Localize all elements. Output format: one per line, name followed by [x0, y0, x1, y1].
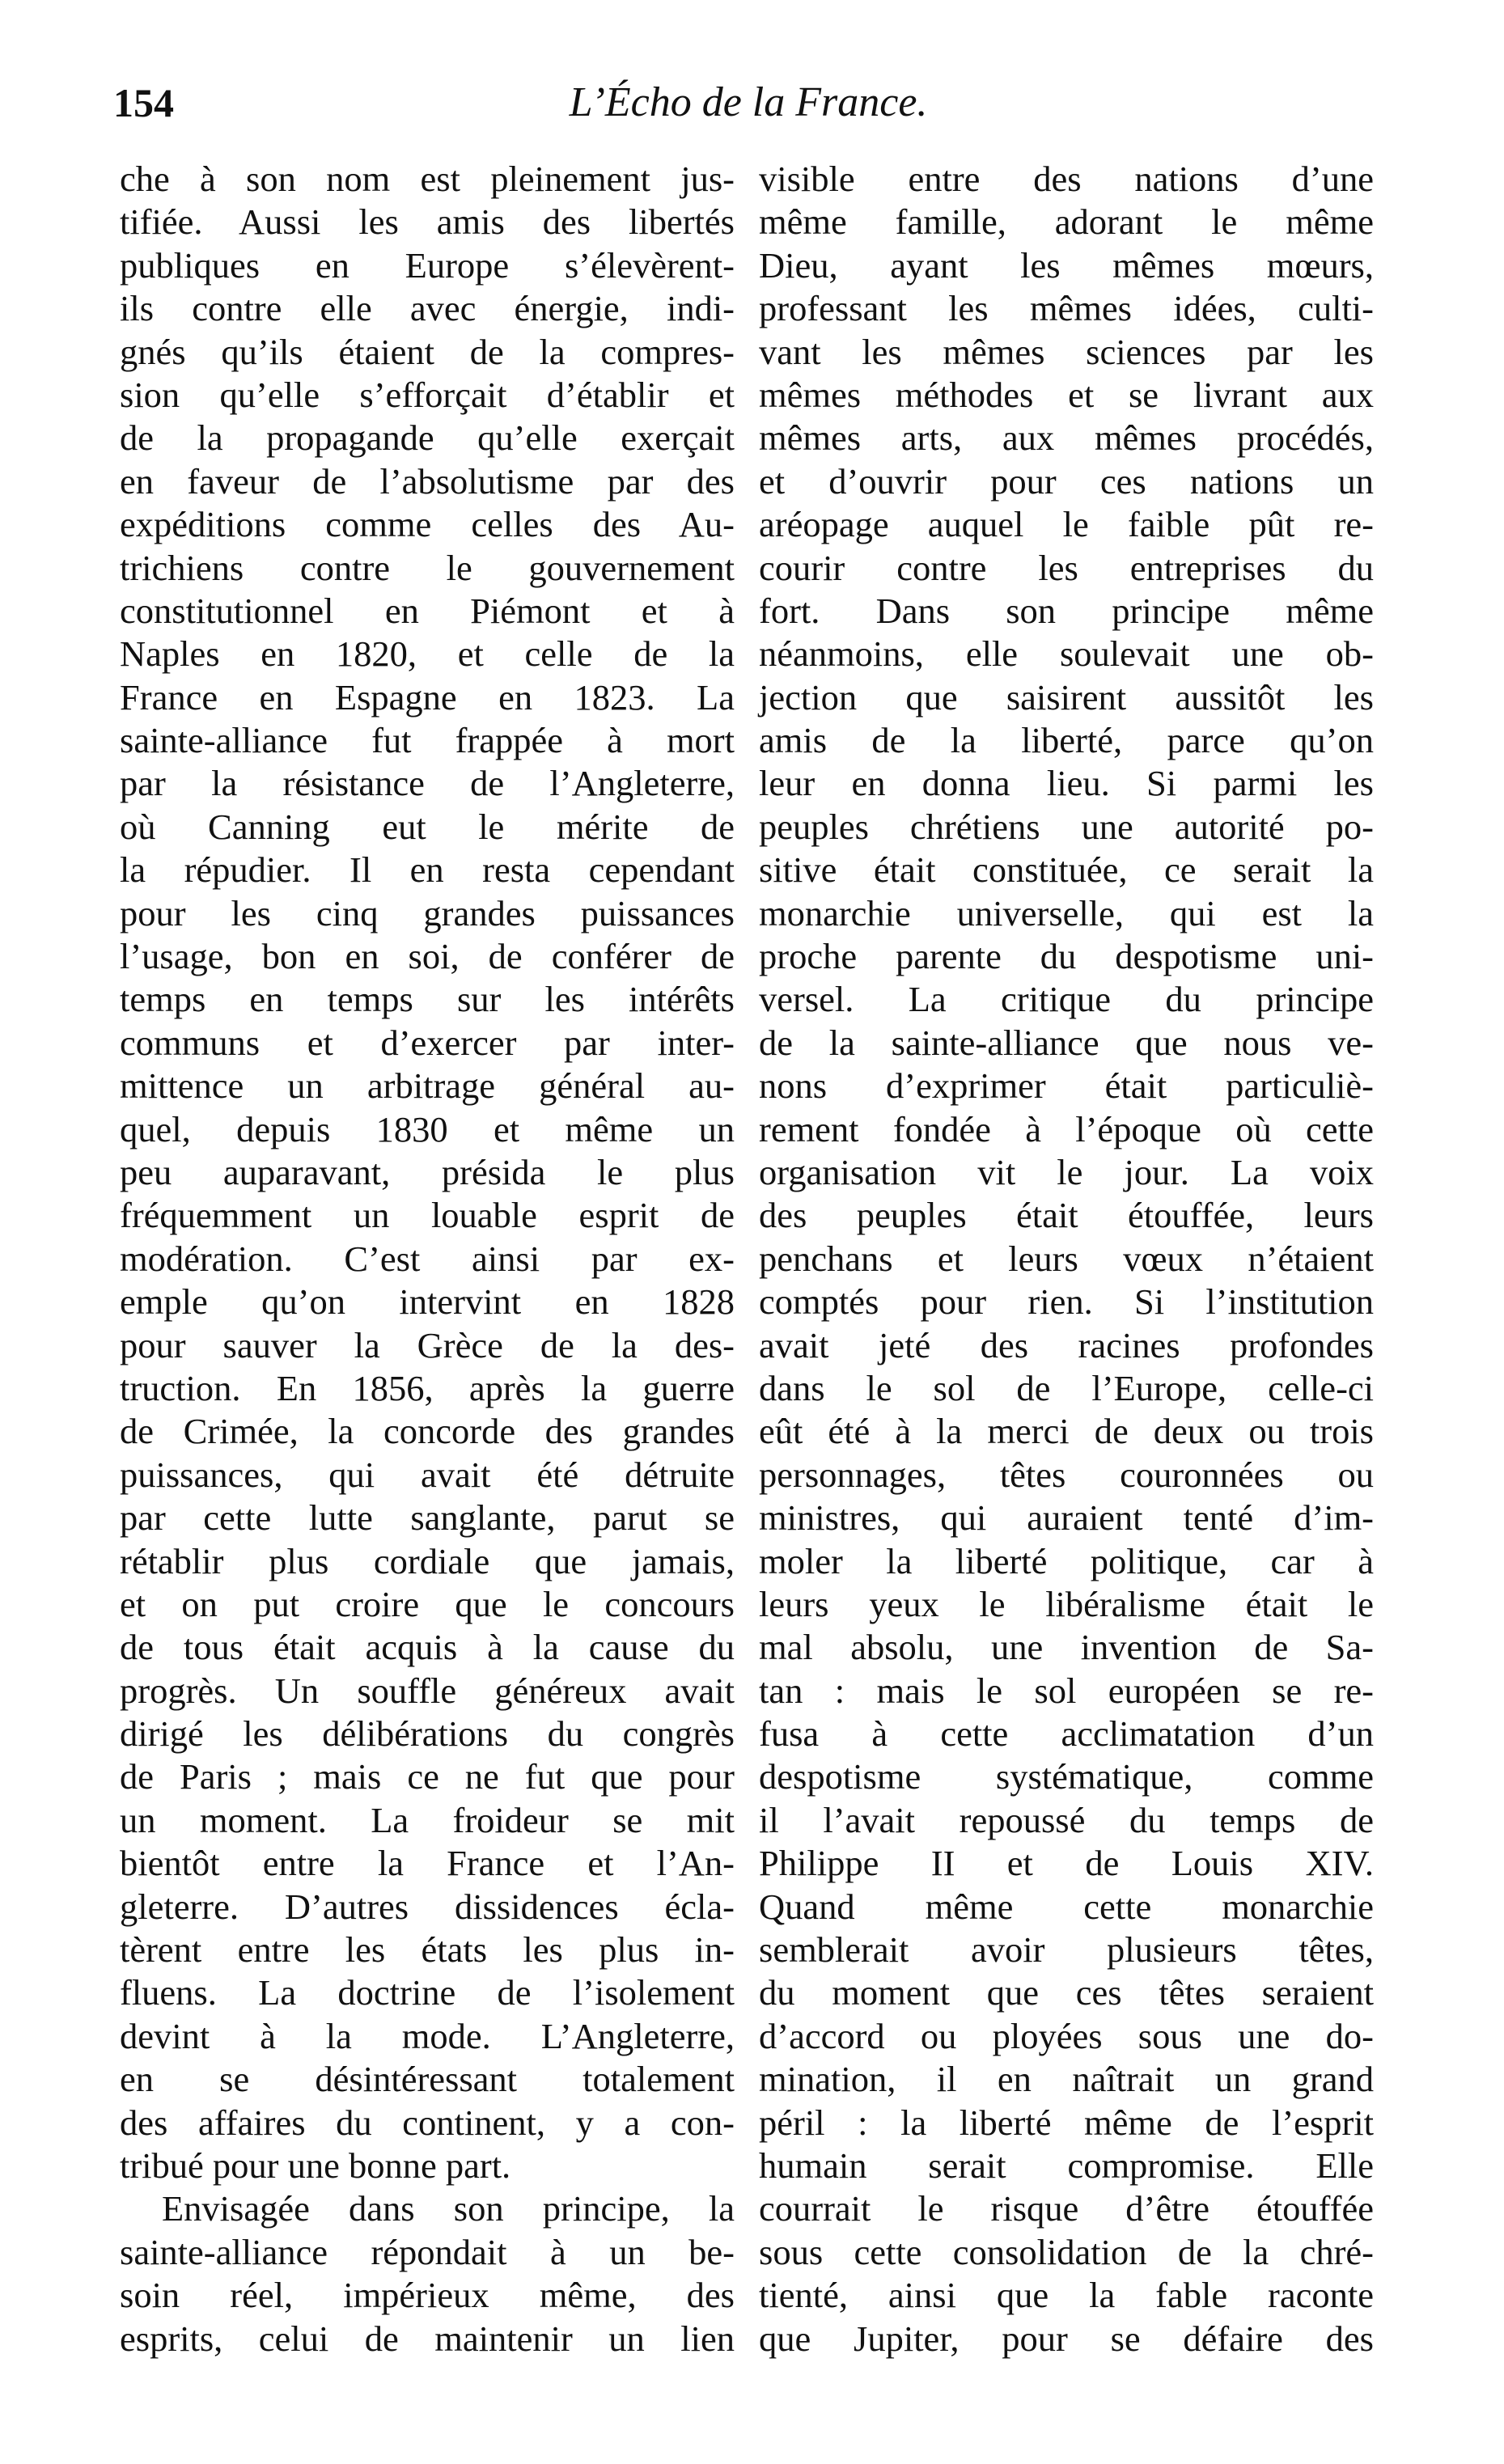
text-line: rement fondée à l’époque où cette	[759, 1108, 1374, 1149]
text-line: constitutionnel en Piémont et à	[120, 590, 735, 631]
text-line: modération. C’est ainsi par ex-	[120, 1238, 735, 1279]
text-line: vant les mêmes sciences par les	[759, 331, 1374, 372]
text-line: mination, il en naîtrait un grand	[759, 2059, 1374, 2100]
text-line: France en Espagne en 1823. La	[120, 676, 735, 718]
text-line: fluens. La doctrine de l’isolement	[120, 1972, 735, 2013]
text-line: et on put croire que le concours	[120, 1583, 735, 1624]
text-line: en se désintéressant totalement	[120, 2059, 735, 2100]
text-line: fusa à cette acclimatation d’un	[759, 1713, 1374, 1755]
text-line: despotisme systématique, comme	[759, 1756, 1374, 1797]
text-line: en faveur de l’absolutisme par des	[120, 460, 735, 502]
text-line: des affaires du continent, y a con-	[120, 2102, 735, 2143]
text-line: du moment que ces têtes seraient	[759, 1972, 1374, 2013]
text-line: expéditions comme celles des Au-	[120, 504, 735, 545]
text-line: des peuples était étouffée, leurs	[759, 1195, 1374, 1236]
text-line: la répudier. Il en resta cependant	[120, 849, 735, 891]
text-line: leurs yeux le libéralisme était le	[759, 1583, 1374, 1624]
text-line: monarchie universelle, qui est la	[759, 892, 1374, 934]
text-line: dirigé les délibérations du congrès	[120, 1713, 735, 1755]
text-line: sitive était constituée, ce serait la	[759, 849, 1374, 891]
text-line: tribué pour une bonne part.	[120, 2144, 511, 2186]
left-text-column	[120, 158, 735, 2360]
text-line: ils contre elle avec énergie, indi-	[120, 288, 735, 329]
text-line: avait jeté des racines profondes	[759, 1324, 1374, 1365]
text-line: publiques en Europe s’élevèrent-	[120, 244, 735, 286]
text-line: néanmoins, elle soulevait une ob-	[759, 633, 1374, 675]
text-line: personnages, têtes couronnées ou	[759, 1454, 1374, 1495]
text-line: Naples en 1820, et celle de la	[120, 633, 735, 675]
text-line: humain serait compromise. Elle	[759, 2144, 1374, 2186]
text-line: de la sainte-alliance que nous ve-	[759, 1022, 1374, 1063]
text-line: quel, depuis 1830 et même un	[120, 1108, 735, 1149]
text-line: tèrent entre les états les plus in-	[120, 1929, 735, 1971]
text-line: par cette lutte sanglante, parut se	[120, 1497, 735, 1539]
text-line: devint à la mode. L’Angleterre,	[120, 2015, 735, 2056]
text-line: versel. La critique du principe	[759, 979, 1374, 1020]
text-line: aréopage auquel le faible pût re-	[759, 504, 1374, 545]
text-line: che à son nom est pleinement jus-	[120, 159, 735, 199]
text-line: et d’ouvrir pour ces nations un	[759, 460, 1374, 502]
text-line: fréquemment un louable esprit de	[120, 1195, 735, 1236]
text-line: gnés qu’ils étaient de la compres-	[120, 331, 735, 372]
text-line: leur en donna lieu. Si parmi les	[759, 763, 1374, 804]
text-line: temps en temps sur les intérêts	[120, 979, 735, 1020]
page-number: 154	[113, 80, 174, 125]
text-line: de Paris ; mais ce ne fut que pour	[120, 1756, 735, 1797]
text-line: visible entre des nations d’une	[759, 159, 1374, 199]
text-line: jection que saisirent aussitôt les	[759, 676, 1374, 718]
text-line: sainte-alliance répondait à un be-	[120, 2231, 735, 2272]
text-line: tan : mais le sol européen se re-	[759, 1670, 1374, 1711]
text-line: semblerait avoir plusieurs têtes,	[759, 1929, 1374, 1971]
text-line: moler la liberté politique, car à	[759, 1540, 1374, 1581]
text-line: penchans et leurs vœux n’étaient	[759, 1238, 1374, 1279]
text-line: peuples chrétiens une autorité po-	[759, 806, 1374, 847]
text-line: même famille, adorant le même	[759, 201, 1374, 243]
text-line: sous cette consolidation de la chré-	[759, 2231, 1374, 2272]
text-line: l’usage, bon en soi, de conférer de	[120, 936, 735, 977]
text-line: Quand même cette monarchie	[759, 1886, 1374, 1927]
right-text-column	[759, 158, 1374, 2360]
text-line: proche parente du despotisme uni-	[759, 936, 1374, 977]
text-line: sion qu’elle s’efforçait d’établir et	[120, 374, 735, 415]
text-line: amis de la liberté, parce qu’on	[759, 720, 1374, 761]
text-line: par la résistance de l’Angleterre,	[120, 763, 735, 804]
text-line: mêmes méthodes et se livrant aux	[759, 374, 1374, 415]
text-line: de la propagande qu’elle exerçait	[120, 417, 735, 459]
text-line: nons d’exprimer était particuliè-	[759, 1065, 1374, 1107]
text-line: de Crimée, la concorde des grandes	[120, 1411, 735, 1452]
text-line: emple qu’on intervint en 1828	[120, 1281, 735, 1323]
text-line: il l’avait repoussé du temps de	[759, 1799, 1374, 1840]
text-line: pour les cinq grandes puissances	[120, 892, 735, 934]
text-line: Envisagée dans son principe, la	[162, 2188, 735, 2229]
text-line: d’accord ou ployées sous une do-	[759, 2015, 1374, 2056]
text-line: professant les mêmes idées, culti-	[759, 288, 1374, 329]
text-line: soin réel, impérieux même, des	[120, 2275, 735, 2316]
text-line: organisation vit le jour. La voix	[759, 1151, 1374, 1192]
text-line: puissances, qui avait été détruite	[120, 1454, 735, 1495]
text-line: dans le sol de l’Europe, celle-ci	[759, 1367, 1374, 1408]
text-line: courrait le risque d’être étouffée	[759, 2188, 1374, 2229]
text-line: progrès. Un souffle généreux avait	[120, 1670, 735, 1711]
text-line: gleterre. D’autres dissidences écla-	[120, 1886, 735, 1927]
text-line: courir contre les entreprises du	[759, 547, 1374, 588]
text-line: comptés pour rien. Si l’institution	[759, 1281, 1374, 1323]
text-line: tifiée. Aussi les amis des libertés	[120, 201, 735, 243]
text-line: fort. Dans son principe même	[759, 590, 1374, 631]
text-line: truction. En 1856, après la guerre	[120, 1367, 735, 1408]
text-line: Dieu, ayant les mêmes mœurs,	[759, 244, 1374, 286]
text-line: mittence un arbitrage général au-	[120, 1065, 735, 1107]
text-line: rétablir plus cordiale que jamais,	[120, 1540, 735, 1581]
text-line: mêmes arts, aux mêmes procédés,	[759, 417, 1374, 459]
text-line: eût été à la merci de deux ou trois	[759, 1411, 1374, 1452]
text-line: pour sauver la Grèce de la des-	[120, 1324, 735, 1365]
running-title: L’Écho de la France.	[569, 79, 928, 125]
text-line: sainte-alliance fut frappée à mort	[120, 720, 735, 761]
text-line: Philippe II et de Louis XIV.	[759, 1843, 1374, 1884]
text-line: communs et d’exercer par inter-	[120, 1022, 735, 1063]
page-header	[113, 74, 1383, 131]
text-line: tienté, ainsi que la fable raconte	[759, 2275, 1374, 2316]
text-line: bientôt entre la France et l’An-	[120, 1843, 735, 1884]
text-line: trichiens contre le gouvernement	[120, 547, 735, 588]
text-line: mal absolu, une invention de Sa-	[759, 1627, 1374, 1668]
text-line: ministres, qui auraient tenté d’im-	[759, 1497, 1374, 1539]
text-line: où Canning eut le mérite de	[120, 806, 735, 847]
text-line: un moment. La froideur se mit	[120, 1799, 735, 1840]
text-line: que Jupiter, pour se défaire des	[759, 2318, 1374, 2359]
text-line: de tous était acquis à la cause du	[120, 1627, 735, 1668]
text-line: péril : la liberté même de l’esprit	[759, 2102, 1374, 2143]
text-line: esprits, celui de maintenir un lien	[120, 2318, 735, 2359]
text-line: peu auparavant, présida le plus	[120, 1151, 735, 1192]
